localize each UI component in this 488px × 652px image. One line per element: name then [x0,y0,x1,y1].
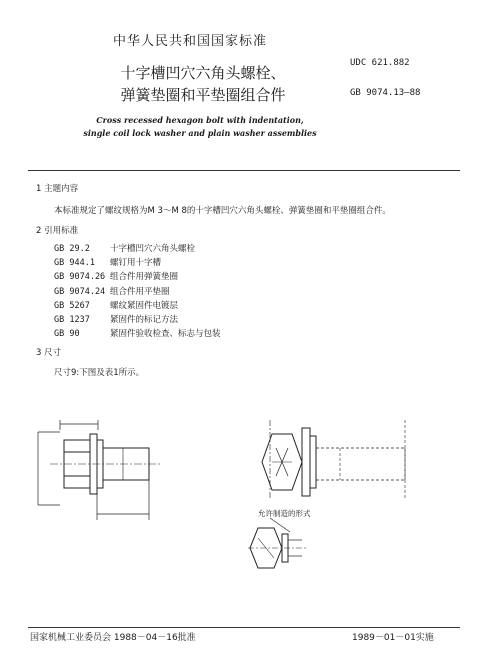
title-line-2: 弹簧垫圈和平垫圈组合件 [120,86,286,104]
udc-code: UDC 621.882 [350,58,410,68]
reference-item: GB 9074.26 组合件用弹簧垫圈 [54,272,179,283]
reference-item: GB 9074.24 组合件用平垫圈 [54,286,170,297]
english-title-line-1: Cross recessed hexagon bolt with indentation, [96,115,304,125]
implementation-date: 1989－01－01实施 [352,633,434,643]
approval-info: 国家机械工业委员会 1988－04－16批准 [30,633,196,643]
section-1-heading: 1 主题内容 [36,184,79,194]
reference-item: GB 90 紧固件验收检查、标志与包装 [54,329,221,340]
reference-item: GB 5267 螺纹紧固件电镀层 [54,300,179,311]
section-1-text: 本标准规定了螺纹规格为M 3～M 8的十字槽凹穴六角头螺栓、弹簧垫圈和平垫圈组合件。 [54,206,391,216]
reference-item: GB 1237 紧固件的标记方法 [54,315,179,326]
reference-item: GB 944.1 螺钉用十字槽 [54,258,162,269]
allowed-form-note: 允许制造的形式 [258,509,311,518]
title-line-1: 十字槽凹穴六角头螺栓、 [120,64,286,82]
section-2-heading: 2 引用标准 [36,226,79,236]
section-3-text: 尺寸9:下图及表1所示。 [54,368,145,378]
footer-divider [28,627,460,628]
english-title-line-2: single coil lock washer and plain washer assemblies [83,128,317,138]
section-3-heading: 3 尺寸 [36,348,62,358]
header-organization: 中华人民共和国国家标准 [113,34,268,49]
reference-item: GB 29.2 十字槽凹穴六角头螺栓 [54,244,196,254]
gb-number: GB 9074.13—88 [350,88,421,98]
